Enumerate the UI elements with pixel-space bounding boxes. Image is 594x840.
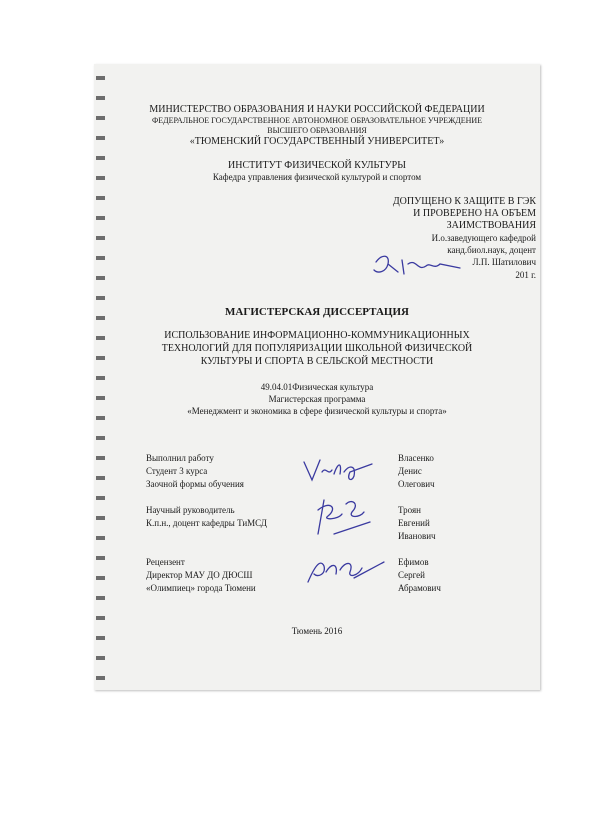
binding-staple (96, 656, 105, 660)
binding-staple (96, 96, 105, 100)
supervisor-role-2: К.п.н., доцент кафедры ТиМСД (146, 518, 267, 528)
binding-staple (96, 416, 105, 420)
agency-line-2: ВЫСШЕГО ОБРАЗОВАНИЯ (267, 126, 367, 135)
binding-staple (96, 556, 105, 560)
binding-staple (96, 536, 105, 540)
binding-staple (96, 616, 105, 620)
binding-staple (96, 636, 105, 640)
student-role-2: Студент 3 курса (146, 466, 208, 476)
approval-line-1: ДОПУЩЕНО К ЗАЩИТЕ В ГЭК (392, 196, 536, 207)
document-page (94, 64, 540, 690)
reviewer-patronymic: Абрамович (398, 583, 441, 593)
supervisor-surname: Троян (398, 505, 421, 515)
binding-staple (96, 76, 105, 80)
binding-staple (96, 216, 105, 220)
binding-staple (96, 676, 105, 680)
approval-head-of-department: И.о.заведующего кафедрой (431, 233, 536, 243)
agency-line-1: ФЕДЕРАЛЬНОЕ ГОСУДАРСТВЕННОЕ АВТОНОМНОЕ ОБРАЗОВАТЕЛЬНОЕ УЧРЕЖДЕНИЕ (151, 116, 483, 125)
binding-staple (96, 476, 105, 480)
thesis-title-line-1: ИСПОЛЬЗОВАНИЕ ИНФОРМАЦИОННО-КОММУНИКАЦИОННЫХ (164, 330, 470, 341)
thesis-title-line-2: ТЕХНОЛОГИЙ ДЛЯ ПОПУЛЯРИЗАЦИИ ШКОЛЬНОЙ ФИЗИЧЕСКОЙ (161, 343, 473, 354)
reviewer-surname: Ефимов (398, 557, 429, 567)
binding-staple (96, 276, 105, 280)
ministry-title: МИНИСТЕРСТВО ОБРАЗОВАНИЯ И НАУКИ РОССИЙСКОЙ ФЕДЕРАЦИИ (149, 104, 485, 115)
thesis-type: МАГИСТЕРСКАЯ ДИССЕРТАЦИЯ (225, 306, 409, 318)
specialty-code: 49.04.01Физическая культура (260, 382, 374, 392)
student-role-3: Заочной формы обучения (146, 479, 244, 489)
university-name: «ТЮМЕНСКИЙ ГОСУДАРСТВЕННЫЙ УНИВЕРСИТЕТ» (189, 136, 445, 147)
student-signature (298, 452, 378, 486)
approval-signatory: Л.П. Шатилович (472, 257, 536, 267)
binding-staple (96, 576, 105, 580)
binding-staple (96, 296, 105, 300)
binding-staple (96, 196, 105, 200)
reviewer-first-name: Сергей (398, 570, 425, 580)
supervisor-role-1: Научный руководитель (146, 505, 235, 515)
binding-staple (96, 496, 105, 500)
approval-degree: канд.биол.наук, доцент (447, 245, 536, 255)
binding-staple (96, 456, 105, 460)
binding-staple (96, 596, 105, 600)
student-surname: Власенко (398, 453, 434, 463)
binding-staple (96, 516, 105, 520)
program-label: Магистерская программа (268, 394, 366, 404)
binding-staple (96, 256, 105, 260)
city-year: Тюмень 2016 (291, 626, 343, 636)
approval-line-3: ЗАИМСТВОВАНИЯ (446, 220, 536, 231)
supervisor-signature (304, 494, 384, 540)
institute-name: ИНСТИТУТ ФИЗИЧЕСКОЙ КУЛЬТУРЫ (228, 160, 406, 171)
binding-staple (96, 436, 105, 440)
reviewer-role-1: Рецензент (146, 557, 185, 567)
binding-staple (96, 376, 105, 380)
supervisor-first-name: Евгений (398, 518, 430, 528)
thesis-title-line-3: КУЛЬТУРЫ И СПОРТА В СЕЛЬСКОЙ МЕСТНОСТИ (200, 356, 434, 367)
reviewer-role-2: Директор МАУ ДО ДЮСШ (146, 570, 253, 580)
approval-date-line: 201 г. (515, 270, 536, 280)
binding-staple (96, 236, 105, 240)
supervisor-patronymic: Иванович (398, 531, 436, 541)
department-name: Кафедра управления физической культурой и спортом (212, 172, 422, 182)
approval-signature (368, 250, 468, 280)
reviewer-signature (300, 552, 390, 588)
approval-line-2: И ПРОВЕРЕНО НА ОБЪЕМ (413, 208, 536, 219)
program-name: «Менеджмент и экономика в сфере физической культуры и спорта» (187, 406, 447, 416)
student-first-name: Денис (398, 466, 422, 476)
reviewer-role-3: «Олимпиец» города Тюмени (146, 583, 256, 593)
student-role-1: Выполнил работу (146, 453, 214, 463)
student-patronymic: Олегович (398, 479, 435, 489)
